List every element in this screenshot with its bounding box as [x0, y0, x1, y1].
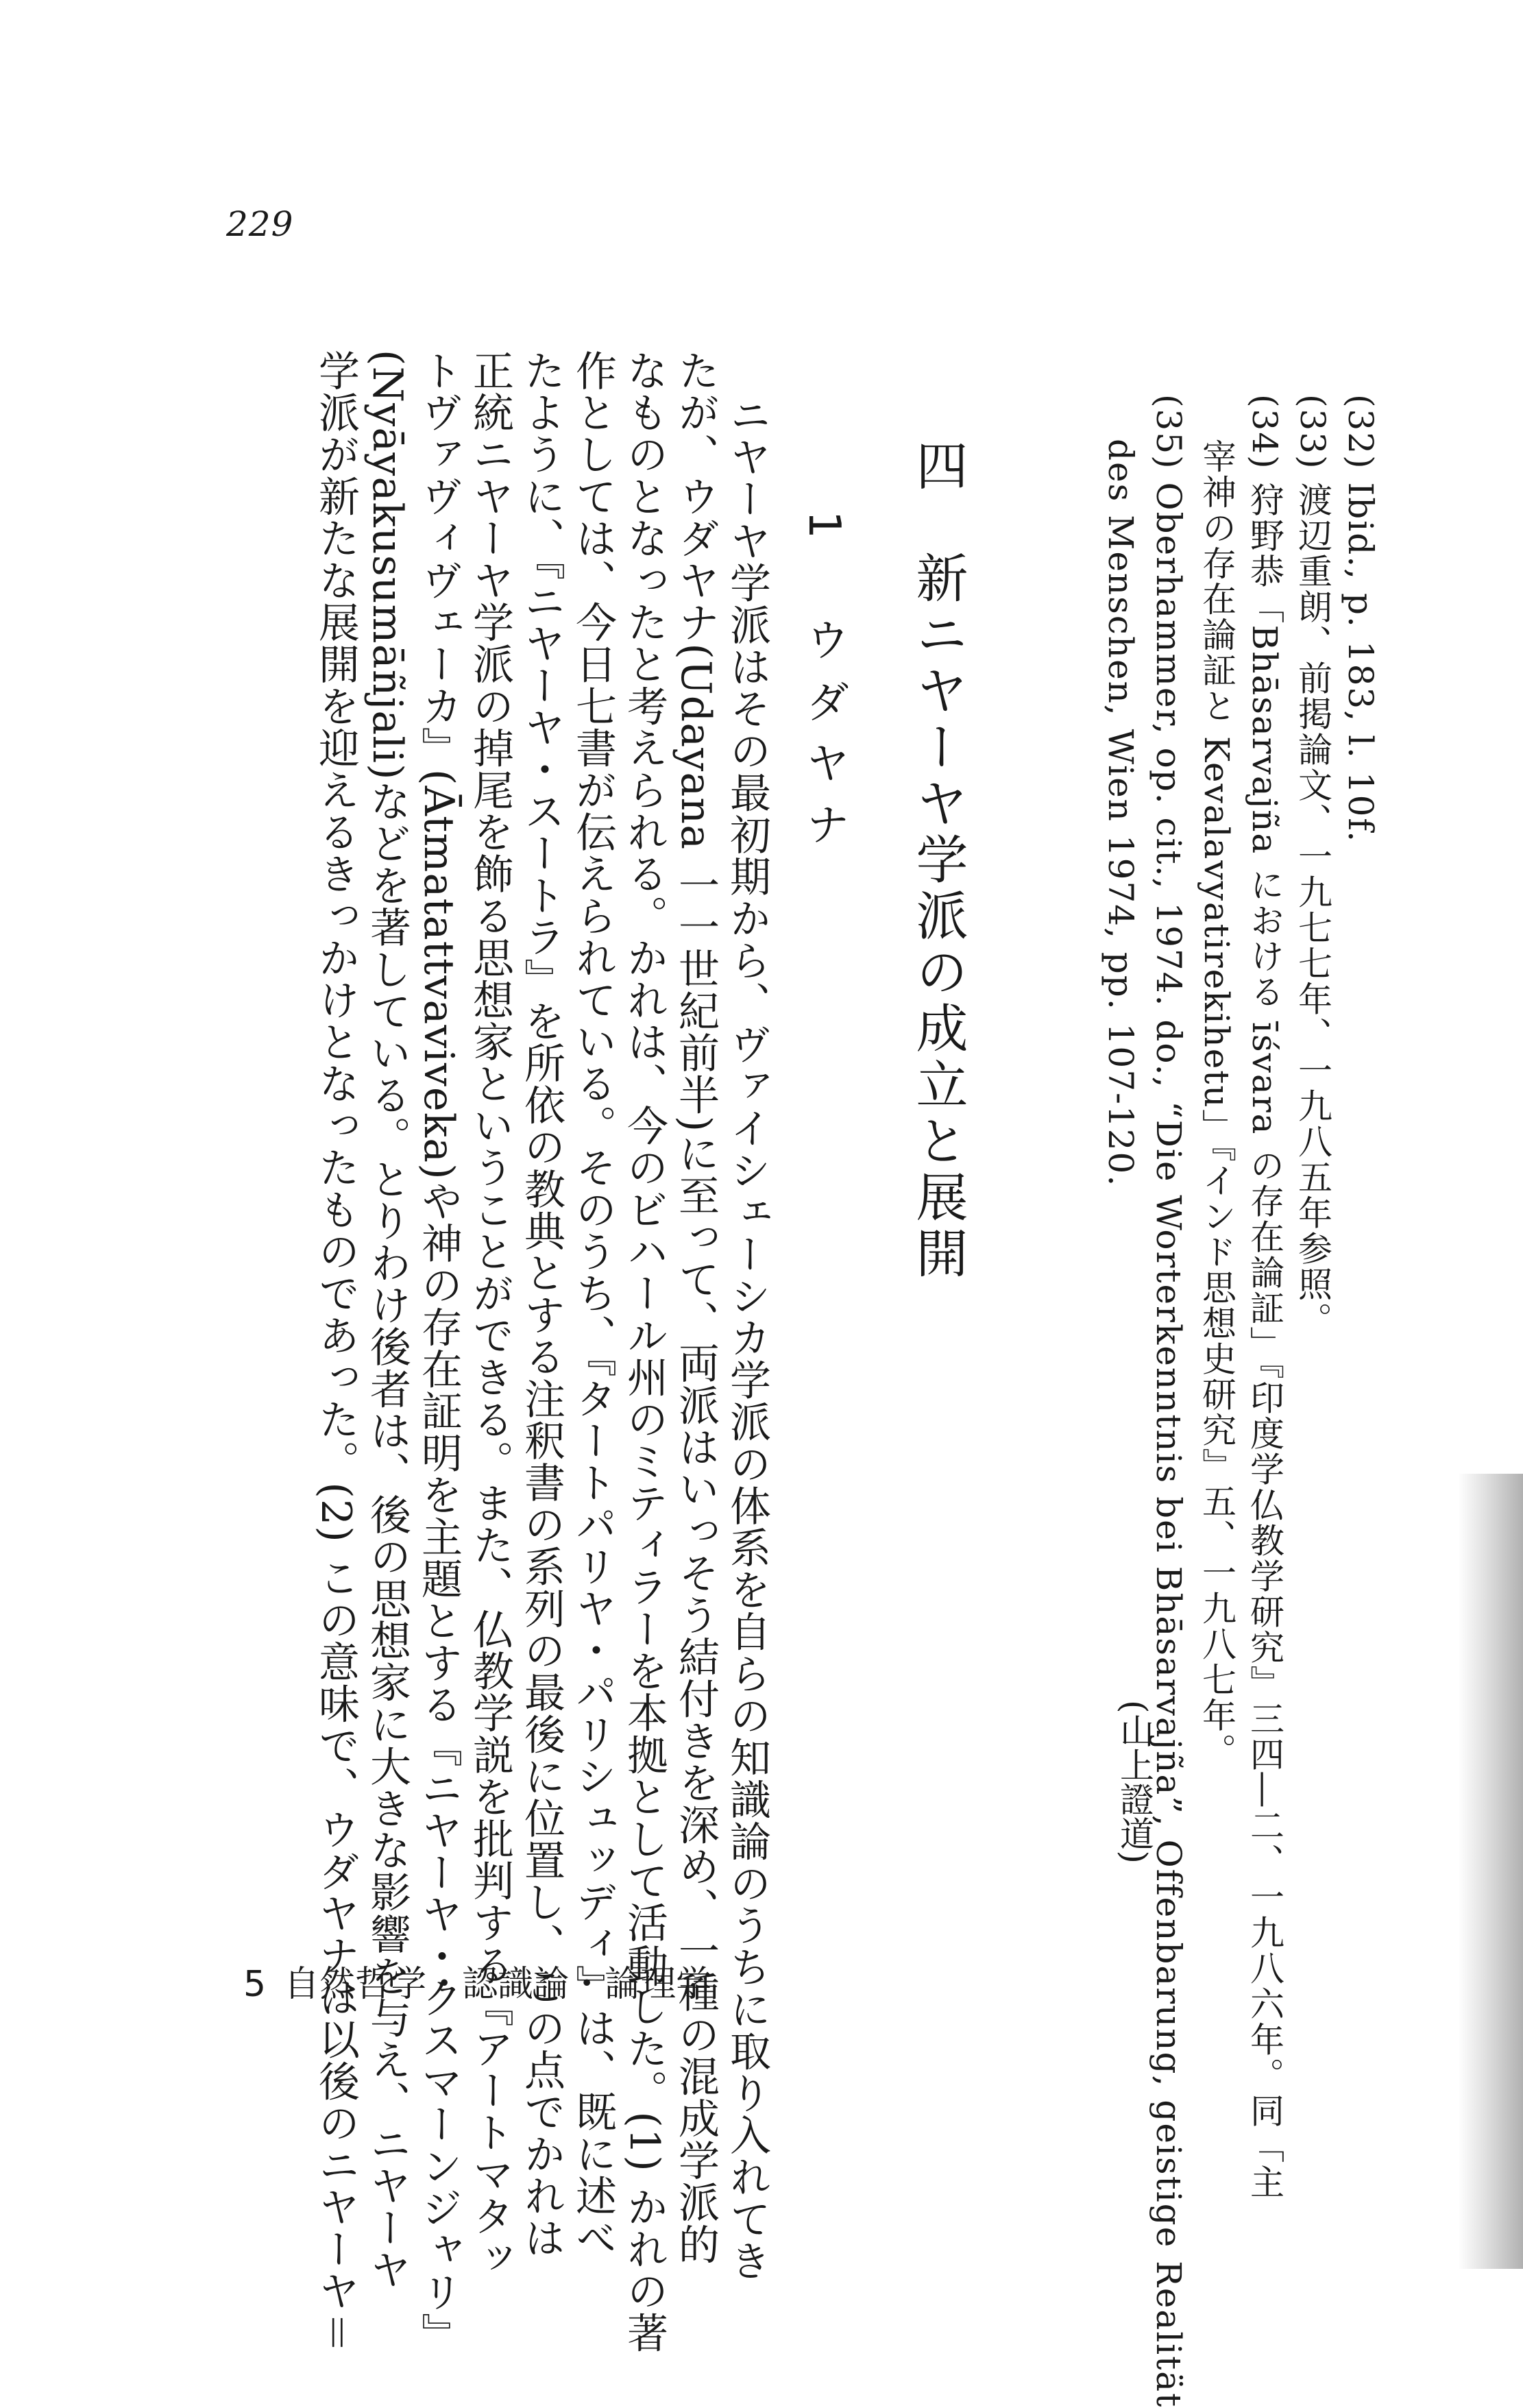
body-line-3: なものとなったと考えられる。かれは、今のビハール州のミティラーを本拠として活動した。(1) かれの著: [620, 350, 668, 2355]
page-number: 229: [226, 204, 294, 244]
author-attribution: (山上證道): [1114, 1700, 1154, 1864]
chapter-title: 自然哲学・認識論・論理学: [284, 1964, 712, 2005]
body-line-8: (Nyāyakusumāñjali)などを著している。とりわけ後者は、後の思想家に大きな影響を与え、ニヤーヤ: [363, 350, 411, 2291]
footnote-34-line-1: (34) 狩野恭「Bhāsarvajña における īśvara の存在論証」『印度学仏教学研究』三四―二、一九八六年。同「主: [1245, 394, 1284, 2200]
body-line-2: たが、ウダヤナ(Udayana 一一世紀前半)に至って、両派はいっそう結付きを深め、一種の混成学派的: [672, 350, 720, 2265]
footnote-35-line-1: (35) Oberhammer, op. cit., 1974. do., “Die Worterkenntnis bei Bhāsarvajña”, Offenbarung, geistige Realität: [1149, 394, 1189, 2408]
footnote-35-line-2: des Menschen, Wien 1974, pp. 107-120.: [1101, 439, 1141, 1188]
scan-edge-shadow: [1458, 1474, 1523, 2269]
body-line-4: 作としては、今日七書が伝えられている。そのうち、『タートパリヤ・パリシュッディ』は、既に述べ: [569, 350, 617, 2259]
body-line-1: ニヤーヤ学派はその最初期から、ヴァイシェーシカ学派の体系を自らの知識論のうちに取り入れてき: [723, 394, 771, 2282]
footnote-33: (33) 渡辺重朗、前掲論文、一九七七年、一九八五年参照。: [1293, 394, 1332, 1338]
body-line-9: 学派が新たな展開を迎えるきっかけとなったものであった。(2) この意味で、ウダヤナは以後のニヤーヤ＝: [312, 350, 360, 2355]
footnote-32: (32) Ibid., p. 183, l. 10f.: [1341, 394, 1380, 844]
chapter-number: 5: [243, 1964, 267, 2005]
footnote-34-line-2: 宰神の存在論証と Kevalavyatirekihetu」『インド思想史研究』五、一九八七年。: [1197, 439, 1236, 1769]
section-heading: 四 新ニヤーヤ学派の成立と展開: [907, 439, 968, 1283]
body-line-6: 正統ニヤーヤ学派の掉尾を飾る思想家ということができる。また、仏教学説を批判する『アートマタッ: [466, 350, 514, 2280]
subsection-heading: 1 ウダヤナ: [799, 511, 849, 864]
body-line-5: たように、『ニヤーヤ・スートラ』を所依の教典とする注釈書の系列の最後に位置し、この点でかれは: [517, 350, 565, 2259]
running-footer: [243, 1955, 711, 2006]
body-line-7: トヴァヴィヴェーカ』(Ātmatattvaviveka)や神の存在証明を主題とする『ニヤーヤ・クスマーンジャリ』: [415, 350, 463, 2355]
